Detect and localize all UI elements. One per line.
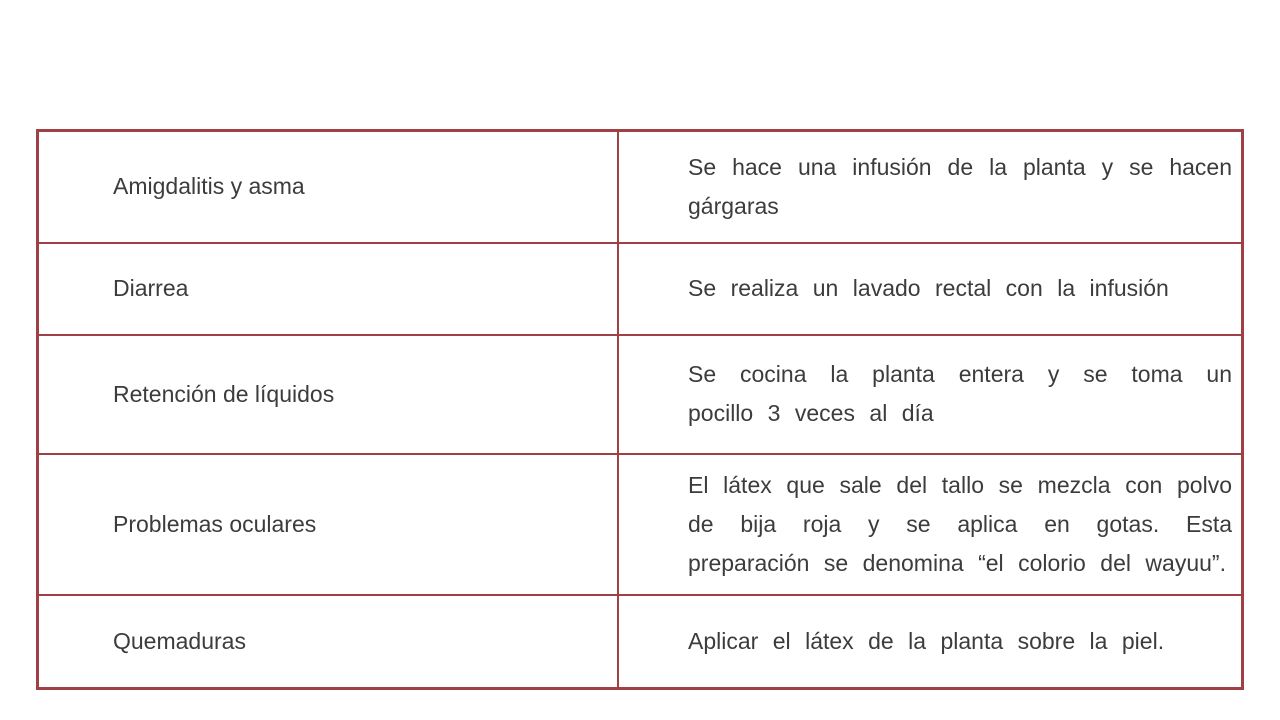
ailment-label: Retención de líquidos	[113, 380, 335, 407]
remedies-table-body	[38, 131, 1243, 689]
remedy-text: Se cocina la planta entera y se toma un pocillo 3 veces al día	[688, 361, 1232, 426]
ailment-label: Diarrea	[113, 275, 189, 301]
remedy-cell	[618, 243, 1243, 335]
table-row	[38, 131, 1243, 243]
remedy-text: Aplicar el látex de la planta sobre la piel.	[688, 627, 1165, 654]
remedy-text: Se hace una infusión de la planta y se hacen gárgaras	[688, 153, 1232, 219]
remedy-text: Se realiza un lavado rectal con la infusión	[688, 275, 1169, 301]
table-row	[38, 595, 1243, 689]
ailment-cell	[38, 243, 619, 335]
remedy-cell	[618, 595, 1243, 689]
remedies-table	[36, 129, 1244, 690]
table-row	[38, 335, 1243, 454]
remedy-cell	[618, 454, 1243, 595]
table-row	[38, 243, 1243, 335]
ailment-cell	[38, 335, 619, 454]
ailment-label: Amigdalitis y asma	[113, 173, 305, 200]
remedy-cell	[618, 131, 1243, 243]
ailment-cell	[38, 131, 619, 243]
remedy-cell	[618, 335, 1243, 454]
ailment-label: Problemas oculares	[113, 510, 317, 537]
ailment-cell	[38, 595, 619, 689]
ailment-cell	[38, 454, 619, 595]
table-row	[38, 454, 1243, 595]
ailment-label: Quemaduras	[113, 627, 246, 654]
remedy-text: El látex que sale del tallo se mezcla con polvo de bija roja y se aplica en gotas. Esta preparación se denomina “el colorio del wayuu”.	[688, 471, 1232, 576]
